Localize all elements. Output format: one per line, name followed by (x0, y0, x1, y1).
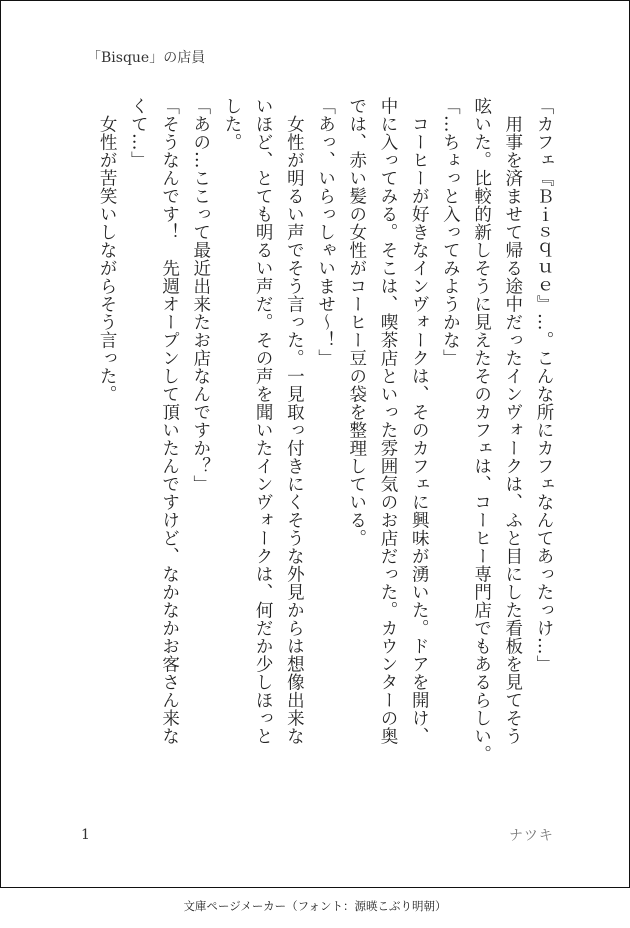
text-line: 「…ちょっと入ってみようかな」 (440, 97, 461, 367)
text-line: くて…」 (128, 97, 149, 169)
author-name: ナツキ (509, 828, 554, 844)
text-line: 「あの…ここって最近出来たお店なんですか？」 (190, 97, 211, 493)
text-line: 用事を済ませて帰る途中だったインヴォークは、ふと目にした看板を見てそう (502, 97, 523, 745)
text-line: 中に入ってみる。そこは、喫茶店といった雰囲気のお店だった。カウンターの奥 (377, 97, 398, 745)
page-header-title: 「Bisque」の店員 (87, 50, 206, 66)
text-line: した。 (221, 97, 242, 151)
text-line: 「カフェ『Ｂｉｓｑｕｅ』…。こんな所にカフェなんてあったっけ…」 (534, 97, 554, 673)
text-line: 女性が苦笑いしながらそう言った。 (97, 97, 118, 403)
text-line: 呟いた。比較的新しそうに見えたそのカフェは、コーヒー専門店でもあるらしい。 (471, 97, 492, 763)
text-line: コーヒーが好きなインヴォークは、そのカフェに興味が湧いた。ドアを開け、 (409, 97, 430, 745)
page-number: 1 (81, 827, 90, 843)
text-line: では、赤い髪の女性がコーヒー豆の袋を整理している。 (346, 97, 367, 547)
text-line: 「あっ、いらっしゃいませ～！」 (315, 97, 336, 367)
vertical-body-text (91, 97, 559, 797)
text-line: 女性が明るい声でそう言った。一見取っ付きにくそうな外見からは想像出来な (284, 97, 305, 745)
generator-credit: 文庫ページメーカー（フォント：源暎こぶり明朝） (183, 899, 447, 913)
text-line: いほど、とても明るい声だ。その声を聞いたインヴォークは、何だか少しほっと (253, 97, 274, 745)
text-line: 「そうなんです！ 先週オープンして頂いたんですけど、なかなかお客さん来な (159, 97, 180, 745)
